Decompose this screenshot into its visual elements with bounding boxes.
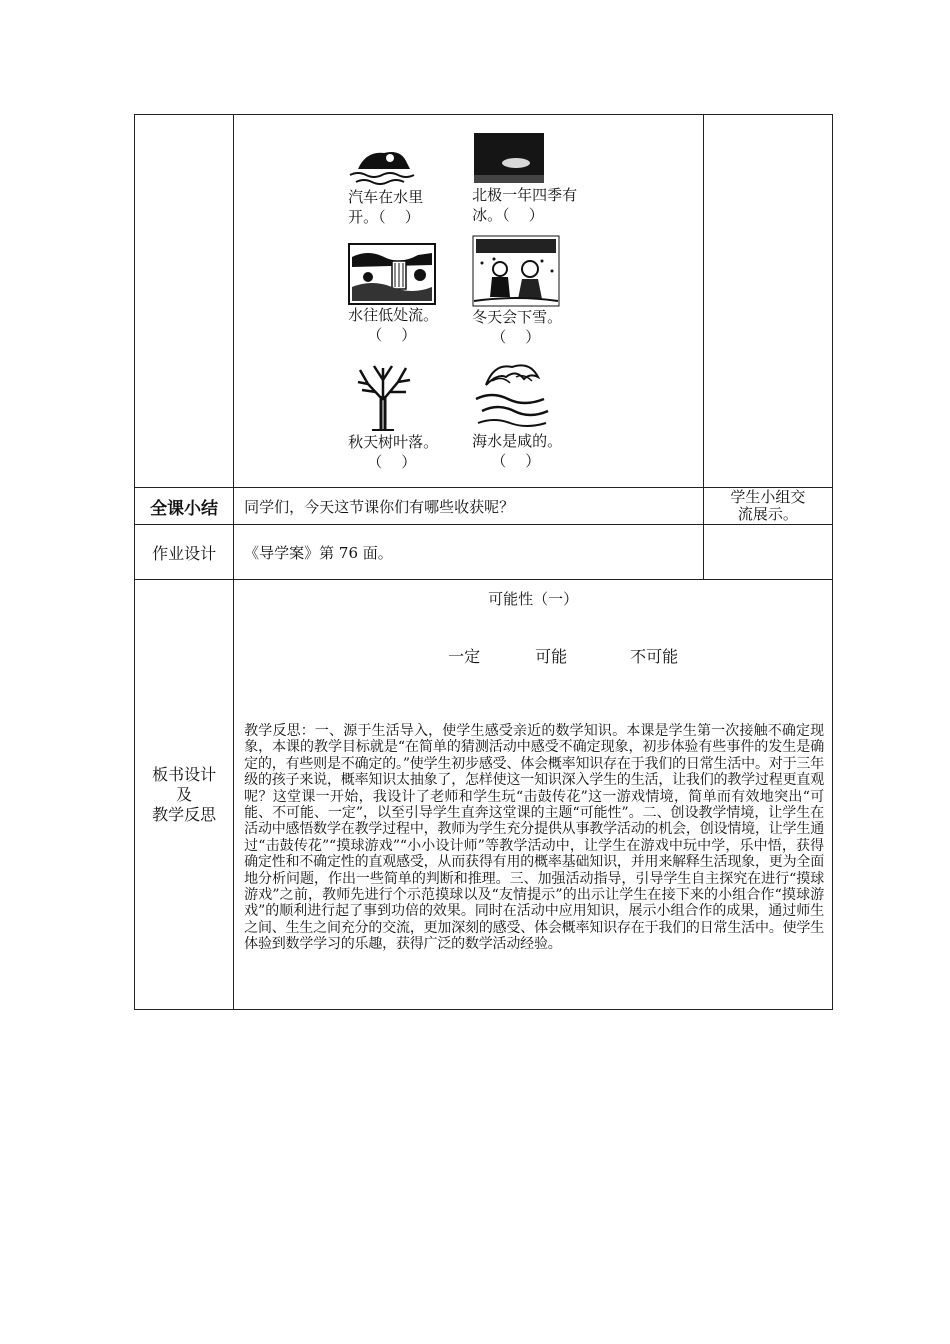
empty-note-cell [703, 115, 832, 488]
board-content-cell [234, 580, 833, 1010]
activity-caption: 海水是咸的。 （ ） [472, 432, 563, 470]
activity-caption: 汽车在水里 开。（ ） [348, 188, 424, 226]
activity-row [135, 115, 833, 488]
activity-item-tree [348, 360, 478, 472]
activity-caption: 冬天会下雪。 （ ） [472, 308, 563, 346]
homework-label: 作业设计 [135, 525, 234, 580]
activity-images-cell [234, 115, 704, 488]
activity-caption: 北极一年四季有 冰。（ ） [472, 186, 578, 224]
summary-note-line1: 学生小组交 [730, 488, 806, 506]
board-title: 可能性（一） [488, 590, 579, 608]
car-in-water-icon [348, 143, 420, 187]
activity-item-waterfall [348, 243, 478, 345]
board-content [234, 580, 832, 1009]
sea-waves-icon [472, 355, 552, 431]
activity-caption: 水往低处流。 （ ） [348, 306, 439, 344]
board-word-certain: 一定 [448, 647, 481, 666]
homework-row [135, 525, 833, 580]
snow-children-icon [472, 235, 560, 307]
activity-item-sea [472, 355, 602, 471]
summary-label: 全课小结 [135, 488, 234, 525]
activity-caption: 秋天树叶落。 （ ） [348, 433, 439, 471]
summary-row [135, 488, 833, 525]
activity-item-car [348, 143, 478, 227]
waterfall-icon [348, 243, 436, 305]
activity-item-snow [472, 235, 602, 347]
lesson-table [134, 114, 833, 1010]
homework-note-cell [703, 525, 832, 580]
board-label-line2: 及 [176, 784, 193, 804]
board-label-line1: 板书设计 [152, 764, 217, 784]
board-row [135, 580, 833, 1010]
board-word-possible: 可能 [535, 647, 568, 666]
arctic-ice-icon [472, 131, 546, 185]
summary-note-line2: 流展示。 [737, 505, 798, 523]
homework-text: 《导学案》第 76 面。 [234, 525, 704, 580]
board-label [135, 580, 234, 1010]
summary-text: 同学们，今天这节课你们有哪些收获呢？ [234, 488, 704, 525]
board-label-line3: 教学反思 [152, 804, 217, 824]
summary-note [703, 488, 832, 525]
activity-item-arctic [472, 131, 602, 225]
empty-label-cell [135, 115, 234, 488]
teaching-reflection: 教学反思：一、源于生活导入，使学生感受亲近的数学知识。本课是学生第一次接触不确定现象，本课的教学目标就是“在简单的猜测活动中感受不确定现象，初步体验有些事件的发生是确定的，有些则是不确定的。”使学生初步感受、体会概率知识存在于我们的日常生活中。对于三年级的孩子来说，概率知识太抽象了，怎样使这一知识深入学生的生活，让我们的教学过程更直观呢？这堂课一开始，我设计了老师和学生玩“击鼓传花”这一游戏情境，简单而有效地突出“可能、不可能、一定”，以至引导学生直奔这堂课的主题“可能性”。二、创设教学情境，让学生在活动中感悟数学在教学过程中，教师为学生充分提供从事教学活动的机会，创设情境，让学生通过“击鼓传花”“摸球游戏”“小小设计师”等教学活动中，让学生在游戏中玩中学，乐中悟，获得确定性和不确定性的直观感受，从而获得有用的概率基础知识，并用来解释生活现象，更为全面地分析问题，作出一些简单的判断和推理。三、加强活动指导，引导学生自主探究在进行“摸球游戏”之前，教师先进行个示范摸球以及“友情提示”的出示让学生在接下来的小组合作“摸球游戏”的顺利进行起了事到功倍的效果。同时在活动中应用知识，展示小组合作的成果，通过师生之间、生生之间充分的交流，更加深刻的感受、体会概率知识存在于我们的日常生活中。使学生体验到数学学习的乐趣，获得广泛的数学活动经验。 [244, 723, 824, 953]
board-word-impossible: 不可能 [630, 647, 679, 666]
bare-tree-icon [348, 360, 418, 432]
